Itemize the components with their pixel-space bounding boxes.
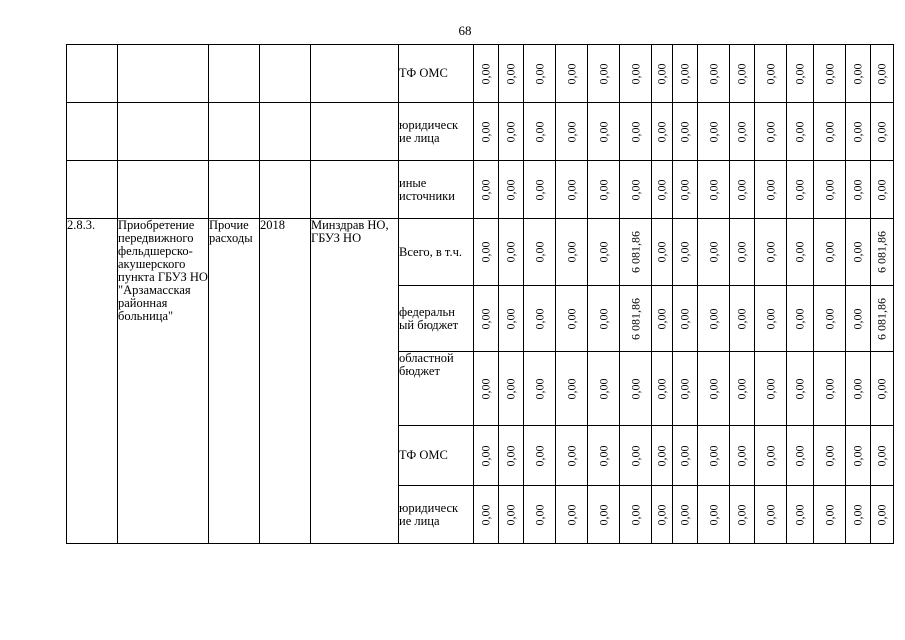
value-cell [556,352,588,426]
value-cell [871,161,894,219]
value-text: 0,00 [706,63,720,84]
page-number: 68 [458,23,472,38]
empty-cell [118,103,209,161]
value-cell [524,103,556,161]
value-text: 0,00 [677,504,692,525]
empty-cell [118,45,209,103]
value-text: 0,00 [850,504,865,525]
value-cell [524,161,556,219]
value-cell [730,426,755,486]
value-text: 0,00 [503,121,518,142]
value-text: 0,00 [628,378,642,399]
value-cell [787,219,814,286]
value-cell [588,161,620,219]
value-cell [698,161,730,219]
value-cell [871,219,894,286]
value-text: 0,00 [532,445,546,466]
value-text: 0,00 [532,63,546,84]
value-cell [755,103,787,161]
value-text: 0,00 [850,179,865,200]
value-text: 0,00 [874,504,889,525]
value-text: 6 081,86 [874,231,889,273]
value-text: 0,00 [503,504,518,525]
value-cell [730,486,755,544]
value-text: 0,00 [478,63,493,84]
value-cell [814,352,846,426]
value-cell [499,161,524,219]
value-text: 6 081,86 [628,297,642,340]
value-text: 0,00 [874,121,889,142]
value-cell [499,45,524,103]
value-cell [846,352,871,426]
value-cell [871,45,894,103]
table-row [67,103,894,161]
empty-cell [311,45,399,103]
empty-cell [260,45,311,103]
source-cell: Всего, в т.ч. [399,219,474,286]
value-text: 0,00 [792,308,807,329]
value-text: 0,00 [677,121,692,142]
value-cell [787,352,814,426]
value-text: 0,00 [706,121,720,142]
value-cell [846,103,871,161]
value-text: 0,00 [677,378,692,399]
value-cell [556,486,588,544]
value-cell [556,426,588,486]
value-cell [499,486,524,544]
value-text: 0,00 [734,445,749,466]
empty-cell [67,103,118,161]
value-cell [871,352,894,426]
value-text: 0,00 [532,179,546,200]
value-text: 0,00 [532,308,546,329]
source-cell: ТФ ОМС [399,426,474,486]
value-text: 0,00 [706,378,720,399]
value-text: 0,00 [850,308,865,329]
value-text: 0,00 [734,241,749,263]
value-cell [524,45,556,103]
source-cell: областной бюджет [399,352,474,426]
value-text: 0,00 [874,63,889,84]
value-cell [652,219,673,286]
value-cell [730,286,755,352]
value-cell [787,161,814,219]
value-cell [524,352,556,426]
value-text: 0,00 [654,445,669,466]
value-cell [620,286,652,352]
value-text: 0,00 [564,121,578,142]
value-text: 0,00 [478,445,493,466]
value-cell [524,219,556,286]
value-text: 0,00 [596,63,610,84]
value-cell [787,486,814,544]
value-text: 0,00 [792,504,807,525]
value-text: 0,00 [628,121,642,142]
value-text: 0,00 [706,308,720,329]
empty-cell [311,103,399,161]
value-text: 0,00 [654,179,669,200]
value-text: 0,00 [532,504,546,525]
value-text: 0,00 [850,241,865,263]
value-cell [474,426,499,486]
value-text: 0,00 [763,378,777,399]
value-text: 0,00 [654,308,669,329]
value-text: 0,00 [677,241,692,263]
value-cell [673,426,698,486]
value-cell [673,161,698,219]
value-cell [730,45,755,103]
value-cell [652,352,673,426]
value-text: 0,00 [850,63,865,84]
value-cell [787,426,814,486]
value-text: 0,00 [564,445,578,466]
value-text: 0,00 [654,504,669,525]
value-cell [814,161,846,219]
value-cell [652,486,673,544]
value-text: 0,00 [763,63,777,84]
value-text: 0,00 [822,504,836,525]
empty-cell [260,161,311,219]
value-cell [499,286,524,352]
value-cell [846,426,871,486]
value-text: 0,00 [706,504,720,525]
value-text: 0,00 [706,179,720,200]
value-text: 0,00 [596,378,610,399]
source-cell: ТФ ОМС [399,45,474,103]
value-text: 0,00 [822,445,836,466]
value-cell [787,45,814,103]
value-text: 0,00 [596,445,610,466]
value-cell [588,219,620,286]
value-cell [755,219,787,286]
value-text: 0,00 [564,63,578,84]
value-text: 0,00 [792,445,807,466]
value-cell [620,45,652,103]
value-cell [588,103,620,161]
value-text: 0,00 [628,504,642,525]
value-text: 0,00 [792,121,807,142]
value-text: 0,00 [822,121,836,142]
value-text: 6 081,86 [628,231,642,273]
value-text: 0,00 [503,63,518,84]
empty-cell [311,161,399,219]
value-text: 0,00 [706,241,720,263]
source-cell: юридическ ие лица [399,103,474,161]
value-text: 0,00 [822,378,836,399]
value-text: 0,00 [763,445,777,466]
value-cell [524,286,556,352]
item-number: 2.8.3. [67,219,118,544]
value-cell [620,486,652,544]
value-text: 0,00 [478,504,493,525]
value-cell [556,45,588,103]
value-cell [698,286,730,352]
value-text: 0,00 [677,63,692,84]
value-text: 0,00 [478,308,493,329]
value-text: 0,00 [792,378,807,399]
value-text: 0,00 [503,179,518,200]
table-row [67,161,894,219]
value-text: 0,00 [850,445,865,466]
value-cell [474,352,499,426]
value-text: 0,00 [532,241,546,263]
value-cell [755,286,787,352]
value-text: 0,00 [596,504,610,525]
value-cell [499,219,524,286]
value-text: 0,00 [734,63,749,84]
value-text: 0,00 [734,121,749,142]
value-cell [787,103,814,161]
value-text: 0,00 [564,179,578,200]
value-cell [474,286,499,352]
value-cell [698,103,730,161]
value-cell [846,486,871,544]
value-text: 0,00 [478,378,493,399]
value-text: 0,00 [677,445,692,466]
value-cell [846,161,871,219]
value-text: 0,00 [503,445,518,466]
value-cell [698,219,730,286]
empty-cell [67,45,118,103]
value-text: 0,00 [478,179,493,200]
value-cell [846,219,871,286]
value-text: 0,00 [503,378,518,399]
value-cell [588,486,620,544]
value-text: 0,00 [763,241,777,263]
empty-cell [209,103,260,161]
value-cell [620,219,652,286]
value-cell [755,352,787,426]
value-text: 0,00 [478,121,493,142]
value-text: 0,00 [677,179,692,200]
value-cell [620,161,652,219]
value-cell [588,426,620,486]
value-cell [652,286,673,352]
value-text: 0,00 [850,121,865,142]
value-text: 0,00 [822,308,836,329]
value-text: 0,00 [706,445,720,466]
value-cell [499,103,524,161]
value-cell [556,161,588,219]
value-text: 0,00 [822,241,836,263]
value-text: 0,00 [874,378,889,399]
value-cell [814,426,846,486]
value-text: 0,00 [564,504,578,525]
value-text: 0,00 [792,63,807,84]
value-text: 0,00 [763,308,777,329]
value-cell [814,45,846,103]
value-cell [673,486,698,544]
empty-cell [209,45,260,103]
value-cell [814,286,846,352]
value-cell [755,486,787,544]
value-cell [871,426,894,486]
empty-cell [118,161,209,219]
value-cell [755,45,787,103]
empty-cell [209,161,260,219]
value-text: 0,00 [654,241,669,263]
value-cell [846,45,871,103]
value-text: 0,00 [874,179,889,200]
value-cell [698,45,730,103]
value-text: 0,00 [628,63,642,84]
table-row [67,45,894,103]
value-cell [524,486,556,544]
value-text: 0,00 [478,241,493,263]
value-cell [730,219,755,286]
value-text: 0,00 [850,378,865,399]
value-cell [652,45,673,103]
value-cell [588,352,620,426]
value-text: 0,00 [628,445,642,466]
budget-table [66,44,894,544]
value-cell [556,103,588,161]
value-cell [588,286,620,352]
value-cell [474,45,499,103]
value-cell [871,103,894,161]
value-text: 0,00 [503,308,518,329]
value-text: 0,00 [792,179,807,200]
value-text: 0,00 [564,378,578,399]
value-cell [846,286,871,352]
item-executor: Минздрав НО, ГБУЗ НО [311,219,399,544]
item-year: 2018 [260,219,311,544]
value-cell [814,103,846,161]
value-cell [474,486,499,544]
value-cell [499,426,524,486]
value-cell [524,426,556,486]
value-text: 0,00 [763,121,777,142]
value-cell [673,103,698,161]
item-name: Приобретение передвижного фельдшерско-акушерского пункта ГБУЗ НО "Арзамасская районная больница" [118,219,209,544]
value-cell [652,161,673,219]
value-text: 0,00 [734,504,749,525]
value-cell [673,45,698,103]
value-text: 0,00 [654,378,669,399]
value-cell [787,286,814,352]
source-cell: федеральн ый бюджет [399,286,474,352]
value-cell [474,103,499,161]
value-cell [871,486,894,544]
value-text: 6 081,86 [874,297,889,340]
value-text: 0,00 [596,179,610,200]
budget-table-body [67,45,894,544]
value-cell [730,352,755,426]
value-text: 0,00 [532,121,546,142]
value-cell [474,219,499,286]
value-text: 0,00 [734,378,749,399]
value-text: 0,00 [564,308,578,329]
value-cell [474,161,499,219]
value-cell [698,486,730,544]
value-cell [673,352,698,426]
value-text: 0,00 [596,241,610,263]
value-cell [556,286,588,352]
value-cell [814,219,846,286]
value-text: 0,00 [763,179,777,200]
item-category: Прочие расходы [209,219,260,544]
value-text: 0,00 [596,121,610,142]
value-text: 0,00 [822,63,836,84]
value-cell [755,161,787,219]
value-text: 0,00 [654,63,669,84]
value-cell [755,426,787,486]
value-cell [730,161,755,219]
value-text: 0,00 [822,179,836,200]
value-cell [620,426,652,486]
value-cell [652,103,673,161]
value-text: 0,00 [734,308,749,329]
empty-cell [260,103,311,161]
source-cell: иные источники [399,161,474,219]
value-text: 0,00 [763,504,777,525]
value-text: 0,00 [596,308,610,329]
empty-cell [67,161,118,219]
value-cell [673,286,698,352]
value-cell [652,426,673,486]
value-cell [588,45,620,103]
value-text: 0,00 [628,179,642,200]
value-cell [620,352,652,426]
value-cell [814,486,846,544]
table-row [67,219,894,286]
value-text: 0,00 [654,121,669,142]
value-text: 0,00 [564,241,578,263]
value-text: 0,00 [532,378,546,399]
value-text: 0,00 [734,179,749,200]
value-cell [871,286,894,352]
value-cell [730,103,755,161]
value-text: 0,00 [503,241,518,263]
value-cell [620,103,652,161]
value-text: 0,00 [792,241,807,263]
source-cell: юридическ ие лица [399,486,474,544]
value-cell [673,219,698,286]
value-cell [499,352,524,426]
value-cell [698,352,730,426]
value-text: 0,00 [677,308,692,329]
value-cell [698,426,730,486]
value-cell [556,219,588,286]
value-text: 0,00 [874,445,889,466]
